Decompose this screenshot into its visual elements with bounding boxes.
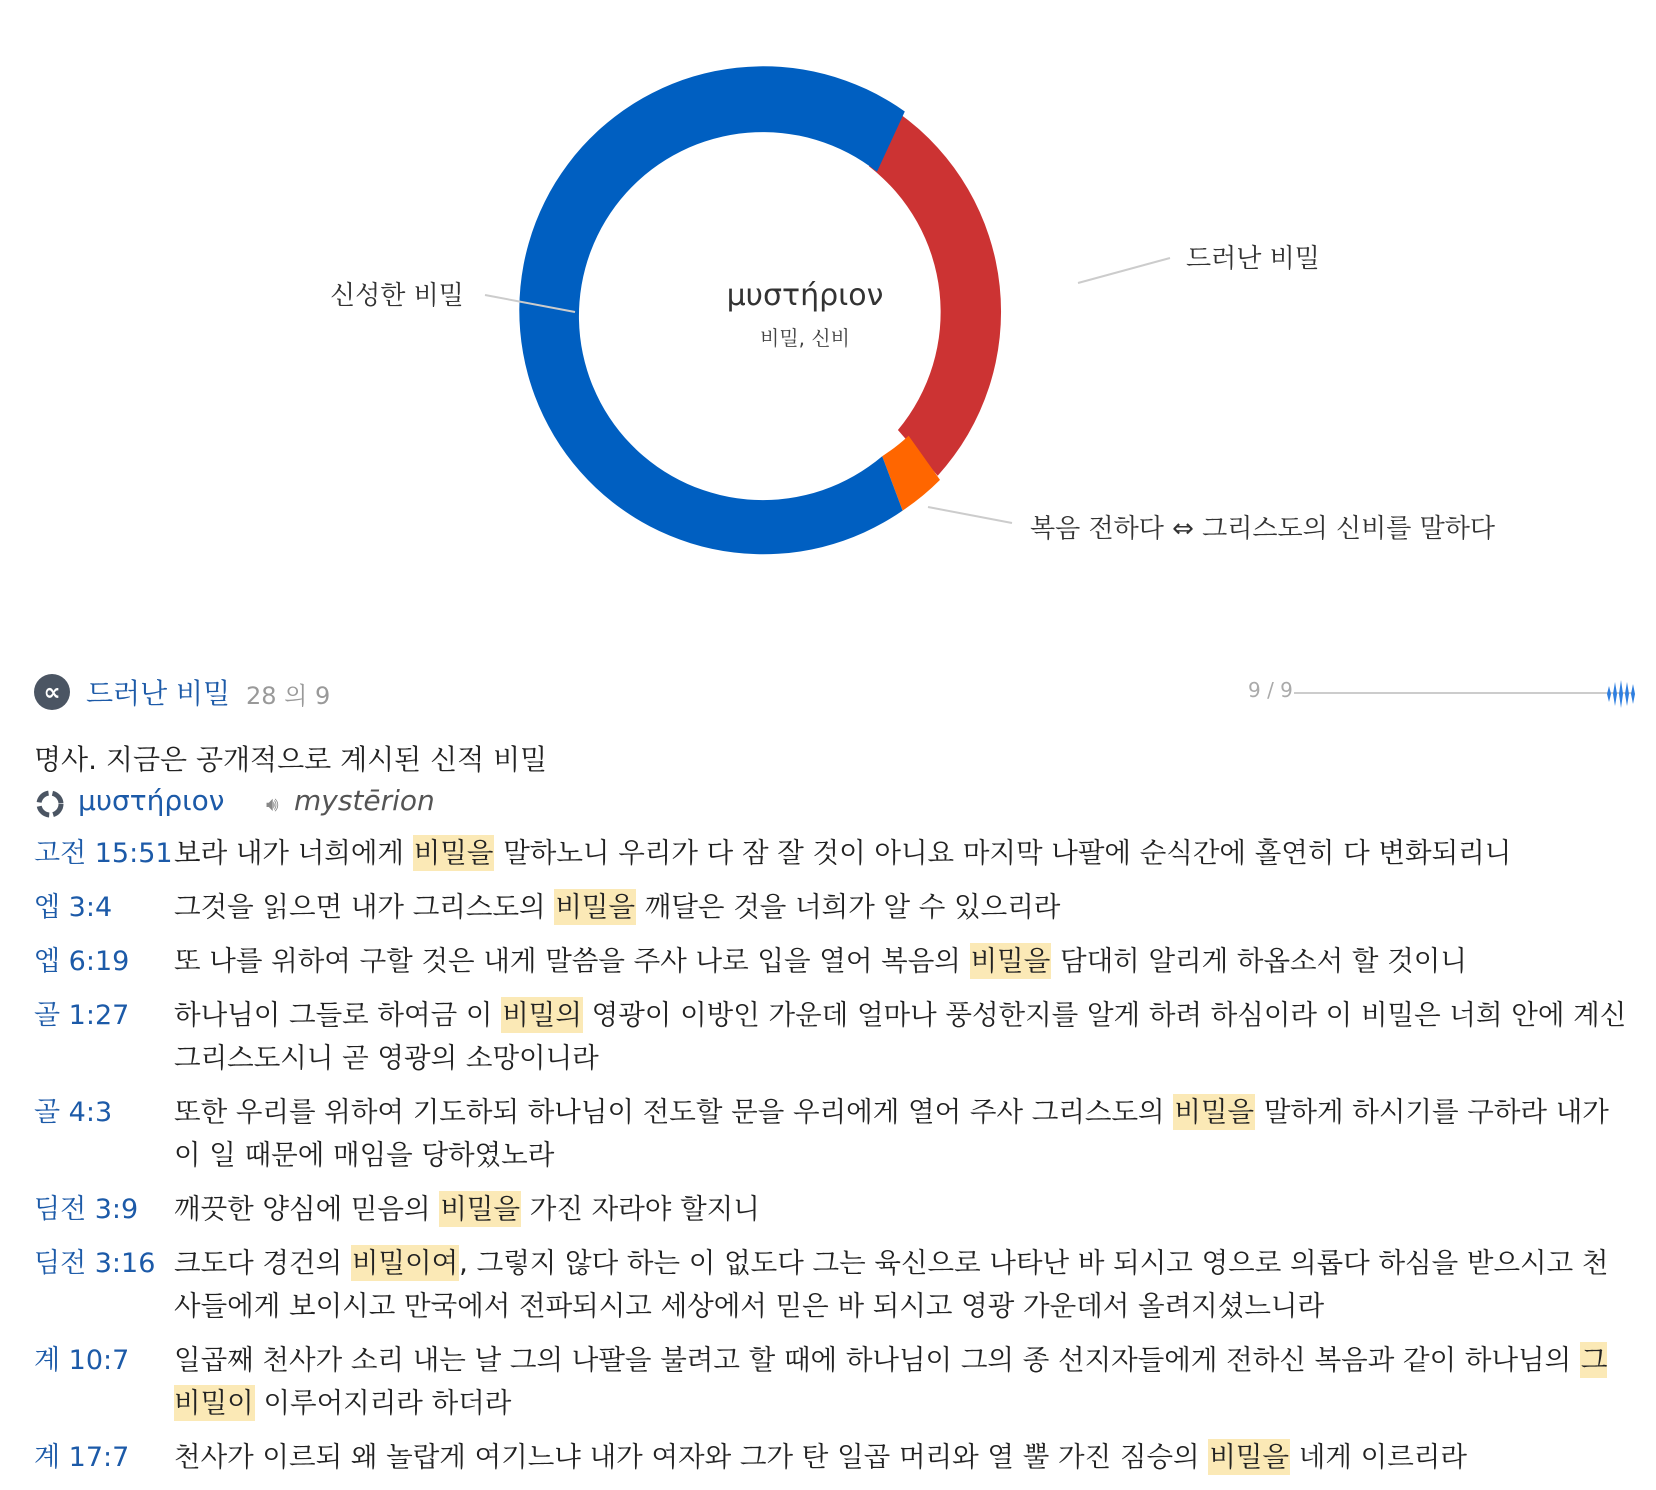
verse-row: [34, 1339, 1634, 1425]
lemma-loop-icon: [34, 788, 66, 820]
verse-highlight: 비밀을: [1174, 1096, 1255, 1128]
verse-text-before: 하나님이 그들로 하여금 이: [174, 999, 502, 1031]
pager-text: 9 / 9: [1248, 678, 1293, 702]
sense-icon: ∝: [34, 674, 70, 710]
donut-center-gloss: 비밀, 신비: [760, 326, 850, 350]
verse-row: [34, 1091, 1634, 1177]
verse-text: [174, 994, 1634, 1080]
verse-highlight: 비밀을: [1209, 1441, 1290, 1473]
verse-text-after: 담대히 알리게 하옵소서 할 것이니: [1051, 945, 1467, 977]
leader-line-preach: [928, 507, 1012, 523]
verse-text-before: 깨끗한 양심에 믿음의: [174, 1193, 440, 1225]
verse-row: [34, 994, 1634, 1080]
leader-line-revealed: [1078, 258, 1170, 283]
verse-row: [34, 832, 1634, 875]
sense-title[interactable]: 드러난 비밀: [86, 677, 231, 710]
verse-text: [174, 1436, 1634, 1479]
callout-revealed-secret[interactable]: 드러난 비밀: [1186, 244, 1320, 274]
pager-track[interactable]: [1294, 692, 1634, 694]
verse-highlight: 비밀을: [555, 891, 636, 923]
verse-ref-link[interactable]: 엡 6:19: [34, 946, 130, 977]
verse-highlight: 비밀을: [970, 945, 1051, 977]
verse-row: [34, 1188, 1634, 1231]
verse-ref-link[interactable]: 딤전 3:9: [34, 1194, 139, 1225]
pager-marks-icon[interactable]: [1599, 674, 1656, 714]
sense-donut-chart: [0, 0, 1656, 620]
verse-text-after: 가진 자라야 할지니: [521, 1193, 760, 1225]
verse-ref-link[interactable]: 고전 15:51: [34, 838, 173, 869]
verse-text-before: 천사가 이르되 왜 놀랍게 여기느냐 내가 여자와 그가 탄 일곱 머리와 열 뿔 가진 짐승의: [174, 1441, 1209, 1473]
verse-text: [174, 832, 1634, 875]
donut-center-lemma: μυστήριον: [726, 278, 884, 313]
verse-highlight: 비밀을: [413, 837, 494, 869]
verse-ref-link[interactable]: 계 17:7: [34, 1442, 130, 1473]
verse-ref-link[interactable]: 골 1:27: [34, 1000, 130, 1031]
verse-text-before: 크도다 경건의: [174, 1247, 351, 1279]
verse-ref-link[interactable]: 딤전 3:16: [34, 1248, 156, 1279]
verse-text-before: 일곱째 천사가 소리 내는 날 그의 나팔을 불려고 할 때에 하나님이 그의 종 선지자들에게 전하신 복음과 같이 하나님의: [174, 1344, 1580, 1376]
verse-text-before: 그것을 읽으면 내가 그리스도의: [174, 891, 555, 923]
verse-text-after: 영광이 이방인 가운데 얼마나 풍성한지를 알게 하려 하심이라 이 비밀은 너희 안에 계신 그리스도시니 곧 영광의 소망이니라: [174, 999, 1627, 1074]
verse-text-after: 깨달은 것을 너희가 알 수 있으리라: [636, 891, 1061, 923]
verse-text: [174, 1242, 1634, 1328]
verse-text-before: 또 나를 위하여 구할 것은 내게 말씀을 주사 나로 입을 열어 복음의: [174, 945, 970, 977]
callout-preach-gospel[interactable]: 복음 전하다 ⇔ 그리스도의 신비를 말하다: [1030, 514, 1495, 544]
verse-row: [34, 886, 1634, 929]
speaker-icon[interactable]: 🔊︎: [266, 792, 279, 816]
verse-highlight: 비밀을: [440, 1193, 521, 1225]
sense-definition: 명사. 지금은 공개적으로 계시된 신적 비밀: [34, 743, 548, 776]
verse-list: [34, 832, 1634, 1490]
verse-text-after: , 그렇지 않다 하는 이 없도다 그는 육신으로 나타난 바 되시고 영으로 의롭다 하심을 받으시고 천사들에게 보이시고 만국에서 전파되시고 세상에서 믿은 바 되시고 영광 가운데서 올려지셨느니라: [174, 1247, 1609, 1322]
verse-text-after: 이루어지리라 하더라: [254, 1387, 512, 1419]
sense-count: 28 의 9: [246, 682, 331, 710]
verse-text-before: 보라 내가 너희에게: [174, 837, 413, 869]
verse-text: [174, 1339, 1634, 1425]
lemma-transliteration: mystērion: [294, 784, 435, 817]
verse-row: [34, 940, 1634, 983]
verse-text: [174, 1188, 1634, 1231]
verse-ref-link[interactable]: 엡 3:4: [34, 892, 113, 923]
callout-divine-secret[interactable]: 신성한 비밀: [330, 281, 464, 311]
verse-text: [174, 886, 1634, 929]
verse-ref-link[interactable]: 계 10:7: [34, 1345, 130, 1376]
verse-text-before: 또한 우리를 위하여 기도하되 하나님이 전도할 문을 우리에게 열어 주사 그리스도의: [174, 1096, 1174, 1128]
verse-highlight: 비밀의: [502, 999, 582, 1031]
verse-text: [174, 940, 1634, 983]
verse-text-after: 말하게 하시기를 구하라 내가 이 일 때문에 매임을 당하였노라: [174, 1096, 1609, 1171]
verse-text: [174, 1091, 1634, 1177]
verse-text-after: 네게 이르리라: [1290, 1441, 1467, 1473]
verse-row: [34, 1436, 1634, 1479]
sense-header: [34, 672, 1634, 716]
verse-text-after: 말하노니 우리가 다 잠 잘 것이 아니요 마지막 나팔에 순식간에 홀연히 다 변화되리니: [494, 837, 1512, 869]
verse-row: [34, 1242, 1634, 1328]
lemma-row: [34, 784, 1034, 824]
verse-highlight: 비밀이여: [351, 1247, 459, 1279]
verse-highlight: 그 비밀이: [174, 1344, 1608, 1419]
lemma-word[interactable]: μυστήριον: [78, 784, 225, 817]
verse-ref-link[interactable]: 골 4:3: [34, 1097, 113, 1128]
